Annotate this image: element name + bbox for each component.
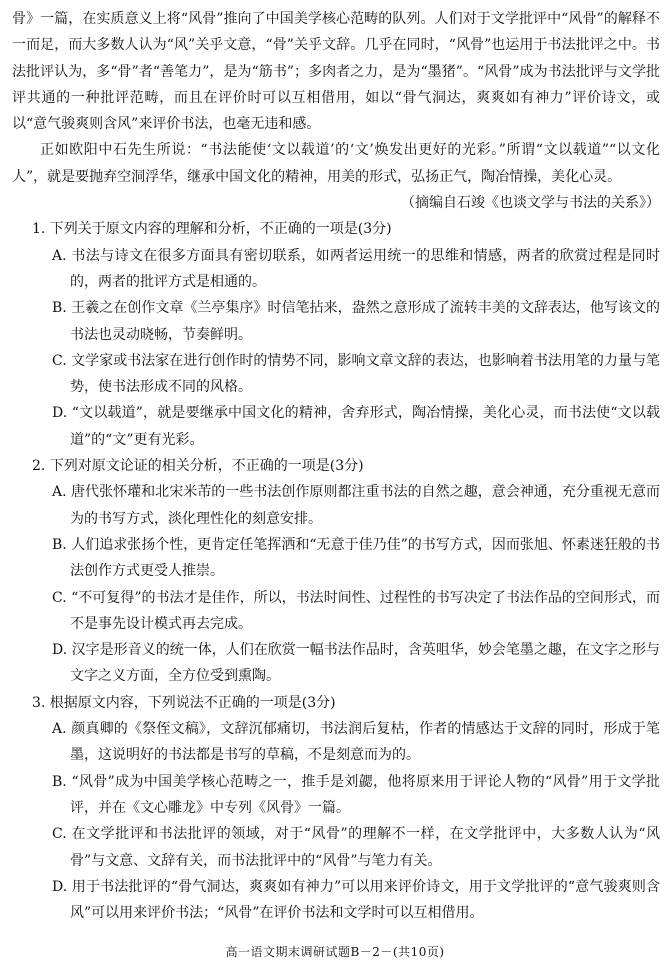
- option-d: D. “文以载道”，就是要继承中国文化的精神，舍弃形式，陶冶情操，美化心灵，而书法使“文以载道”的“文”更有光彩。: [52, 405, 660, 448]
- question-1: [12, 216, 660, 453]
- option-c: C. “不可复得”的书法才是佳作，所以，书法时间性、过程性的书写决定了书法作品的空间形式，而不是事先设计模式再去完成。: [52, 589, 660, 632]
- option-b: B. 人们追求张扬个性，更肯定任笔挥洒和“无意于佳乃佳”的书写方式，因而张旭、怀素迷狂般的书法创作方式更受人推崇。: [52, 536, 660, 580]
- passage-paragraph-2: 正如欧阳中石先生所说：“书法能使‘文以载道’的‘文’焕发出更好的光彩。”所谓“文以载道”“以文化人”，就是要抛弃空洞浮华，继承中国文化的精神，用美的形式，弘扬正气，陶冶情操，美化心灵。: [12, 142, 660, 185]
- option-a: A. 颜真卿的《祭侄文稿》，文辞沉郁痛切，书法润后复枯，作者的情感达于文辞的同时，形成于笔墨，这说明好的书法都是书写的草稿，不是刻意而为的。: [52, 721, 660, 764]
- option-d: D. 用于书法批评的“骨气洞达，爽爽如有神力”可以用来评价诗文，用于文学批评的“意气骏爽则含风”可以用来评价书法；“风骨”在评价书法和文学时可以互相借用。: [52, 878, 660, 922]
- passage-source: （摘编自石竣《也谈文学与书法的关系》）: [401, 195, 660, 212]
- question-stem: 1. 下列关于原文内容的理解和分析，不正确的一项是(3分): [32, 221, 392, 238]
- option-a: A. 书法与诗文在很多方面具有密切联系，如两者运用统一的思维和情感，两者的欣赏过程是同时的，两者的批评方式是相通的。: [52, 247, 660, 290]
- option-c: C. 文学家或书法家在进行创作时的情势不同，影响文章文辞的表达，也影响着书法用笔的力量与笔势，使书法形成不同的风格。: [52, 352, 660, 396]
- question-stem: 3. 根据原文内容，下列说法不正确的一项是(3分): [32, 694, 336, 711]
- passage-paragraph-1: 骨》一篇，在实质意义上将“风骨”推向了中国美学核心范畴的队列。人们对于文学批评中“风骨”的解释不一而足，而大多数人认为“风”关乎文意，“骨”关乎文辞。几乎在同时，“风骨”也运用于书法批评之中。书法批评认为，多“骨”者“善笔力”，是为“筋书”；多肉者之力，是为“墨猪”。“风骨”成为书法批评与文学批评共通的一种批评范畴，而且在评价时可以互相借用，如以“骨气洞达，爽爽如有神力”评价诗文，或以“意气骏爽则含风”来评价书法，也毫无违和感。: [12, 11, 660, 133]
- option-d: D. 汉字是形音义的统一体，人们在欣赏一幅书法作品时，含英咀华，妙会笔墨之趣，在文字之形与文字之义方面，全方位受到熏陶。: [52, 642, 660, 685]
- option-a: A. 唐代张怀瓘和北宋米芾的一些书法创作原则都注重书法的自然之趣，意会神通，充分重视无意而为的书写方式，淡化理性化的刻意安排。: [52, 484, 660, 527]
- option-b: B. 王羲之在创作文章《兰亭集序》时信笔拈来，盎然之意形成了流转丰美的文辞表达，他写该文的书法也灵动晓畅，节奏鲜明。: [52, 300, 660, 343]
- option-c: C. 在文学批评和书法批评的领域，对于“风骨”的理解不一样，在文学批评中，大多数人认为“风骨”与文意、文辞有关，而书法批评中的“风骨”与笔力有关。: [52, 826, 660, 869]
- page-footer: 高一语文期末调研试题B－2－(共10页): [225, 945, 445, 959]
- option-b: B. “风骨”成为中国美学核心范畴之一，推手是刘勰，他将原来用于评论人物的“风骨”用于文学批评，并在《文心雕龙》中专列《风骨》一篇。: [52, 773, 660, 816]
- question-stem: 2. 下列对原文论证的相关分析，不正确的一项是(3分): [32, 458, 364, 475]
- question-3: [12, 690, 660, 927]
- question-2: [12, 453, 660, 690]
